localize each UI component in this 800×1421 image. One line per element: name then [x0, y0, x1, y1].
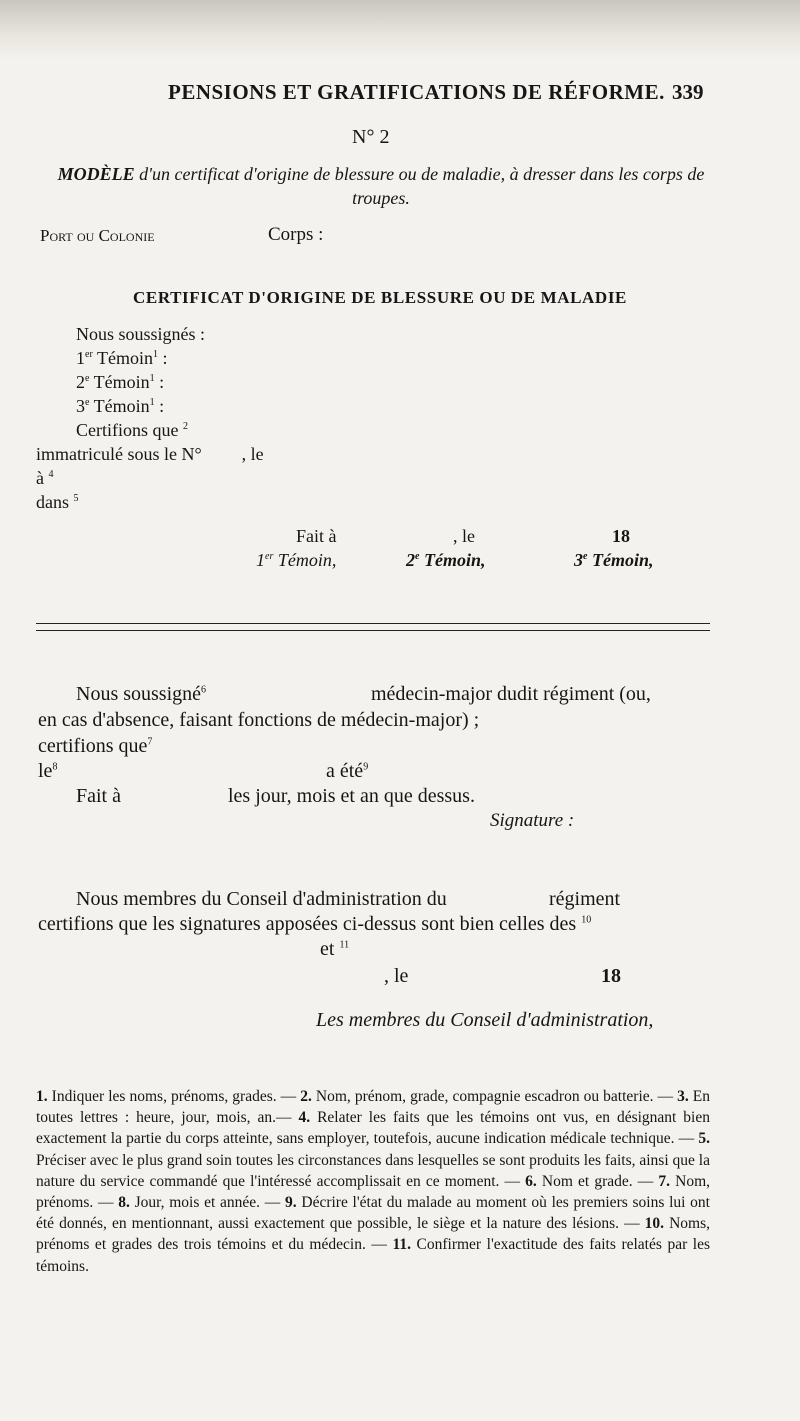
certifions-line: Certifions que $^2$	[76, 420, 188, 440]
temoin-3-line: 3e Témoin$^1$ :	[76, 396, 165, 416]
fait-le: , le	[453, 526, 475, 546]
signature-temoin-3: 3e Témoin,	[574, 550, 654, 570]
medical-signature-label: Signature :	[490, 810, 575, 831]
medical-line-1b: médecin-major dudit régiment (ou,	[371, 683, 651, 705]
council-line-4-le: , le	[384, 965, 409, 987]
certificate-title-lead: CERTIFICAT	[133, 288, 244, 307]
council-line-1b: régiment	[549, 888, 621, 910]
medical-line-5-fait: Fait à	[76, 785, 121, 807]
council-line-1a: Nous membres du Conseil d'administration du	[76, 888, 447, 910]
model-number: N° 2	[352, 126, 390, 148]
council-line-4-year: 18	[601, 965, 621, 987]
temoin-1-line: 1er Témoin$^1$ :	[76, 348, 168, 368]
signature-temoin-1: 1er Témoin,	[256, 550, 337, 570]
medical-line-3: certifions que$^7$	[38, 735, 153, 757]
model-title	[36, 162, 726, 210]
page-number: 339	[672, 80, 704, 104]
council-line-2: certifions que les signatures apposées ci-dessus sont bien celles des $^{10}$	[38, 913, 592, 935]
medical-line-4-le: $le^8$	[38, 760, 58, 782]
medical-line-2: en cas d'absence, faisant fonctions de médecin-major) ;	[38, 709, 480, 731]
corps-field: Corps :	[268, 224, 324, 245]
council-signature-label: Les membres du Conseil d'administration,	[316, 1009, 654, 1031]
temoin-2-line: 2e Témoin$^1$ :	[76, 372, 165, 392]
model-title-text: d'un certificat d'origine de blessure ou de maladie, à dresser dans les corps de troupes.	[134, 164, 705, 208]
medical-line-5-rest: les jour, mois et an que dessus.	[228, 785, 475, 807]
soussignes-line: Nous soussignés :	[76, 324, 206, 344]
port-colonie-field: Port ou Colonie	[40, 226, 155, 245]
section-divider-top	[36, 623, 710, 624]
certificate-title	[133, 288, 627, 308]
signature-temoin-2: 2e Témoin,	[406, 550, 486, 570]
medical-line-4-ete: a été$^9$	[326, 760, 369, 782]
immatricule-line: immatriculé sous le N° , le	[36, 444, 264, 464]
witness-block	[36, 322, 264, 514]
footnotes: 1. Indiquer les noms, prénoms, grades. — 2. Nom, prénom, grade, compagnie escadron ou batterie. — 3. En toutes lettres : heure, jour, mois, an.— 4. Relater les faits que les témoins ont vus, en désignant bien exactement la partie du corps atteinte, sans employer, toutefois, aucune indication médicale technique. — 5. Préciser avec le plus grand soin toutes les circonstances dans lesquelles se sont produits les faits, ainsi que la nature du service commandé que l'intéressé accomplissait en ce moment. — 6. Nom et grade. — 7. Nom, prénoms. — 8. Jour, mois et année. — 9. Décrire l'état du malade au moment où les premiers soins lui ont été donnés, en mentionnant, aussi exactement que possible, le siège et la nature des lésions. — 10. Noms, prénoms et grades des trois témoins et du médecin. — 11. Confirmer l'exactitude des faits relatés par les témoins.	[36, 1088, 711, 1275]
model-title-prefix: MODÈLE	[57, 164, 135, 184]
dans-line: dans $^5$	[36, 492, 79, 512]
lieu-line: à $^4$	[36, 468, 54, 488]
certificate-title-rest: D'ORIGINE DE BLESSURE OU DE MALADIE	[243, 288, 627, 307]
fait-a: Fait à	[296, 526, 337, 546]
council-line-3: et $^{11}$	[320, 938, 350, 960]
running-header: PENSIONS ET GRATIFICATIONS DE RÉFORME.	[168, 80, 665, 104]
fait-year: 18	[612, 526, 630, 546]
medical-line-1a: Nous soussigné$^6$	[76, 683, 207, 705]
section-divider-bottom	[36, 630, 710, 631]
